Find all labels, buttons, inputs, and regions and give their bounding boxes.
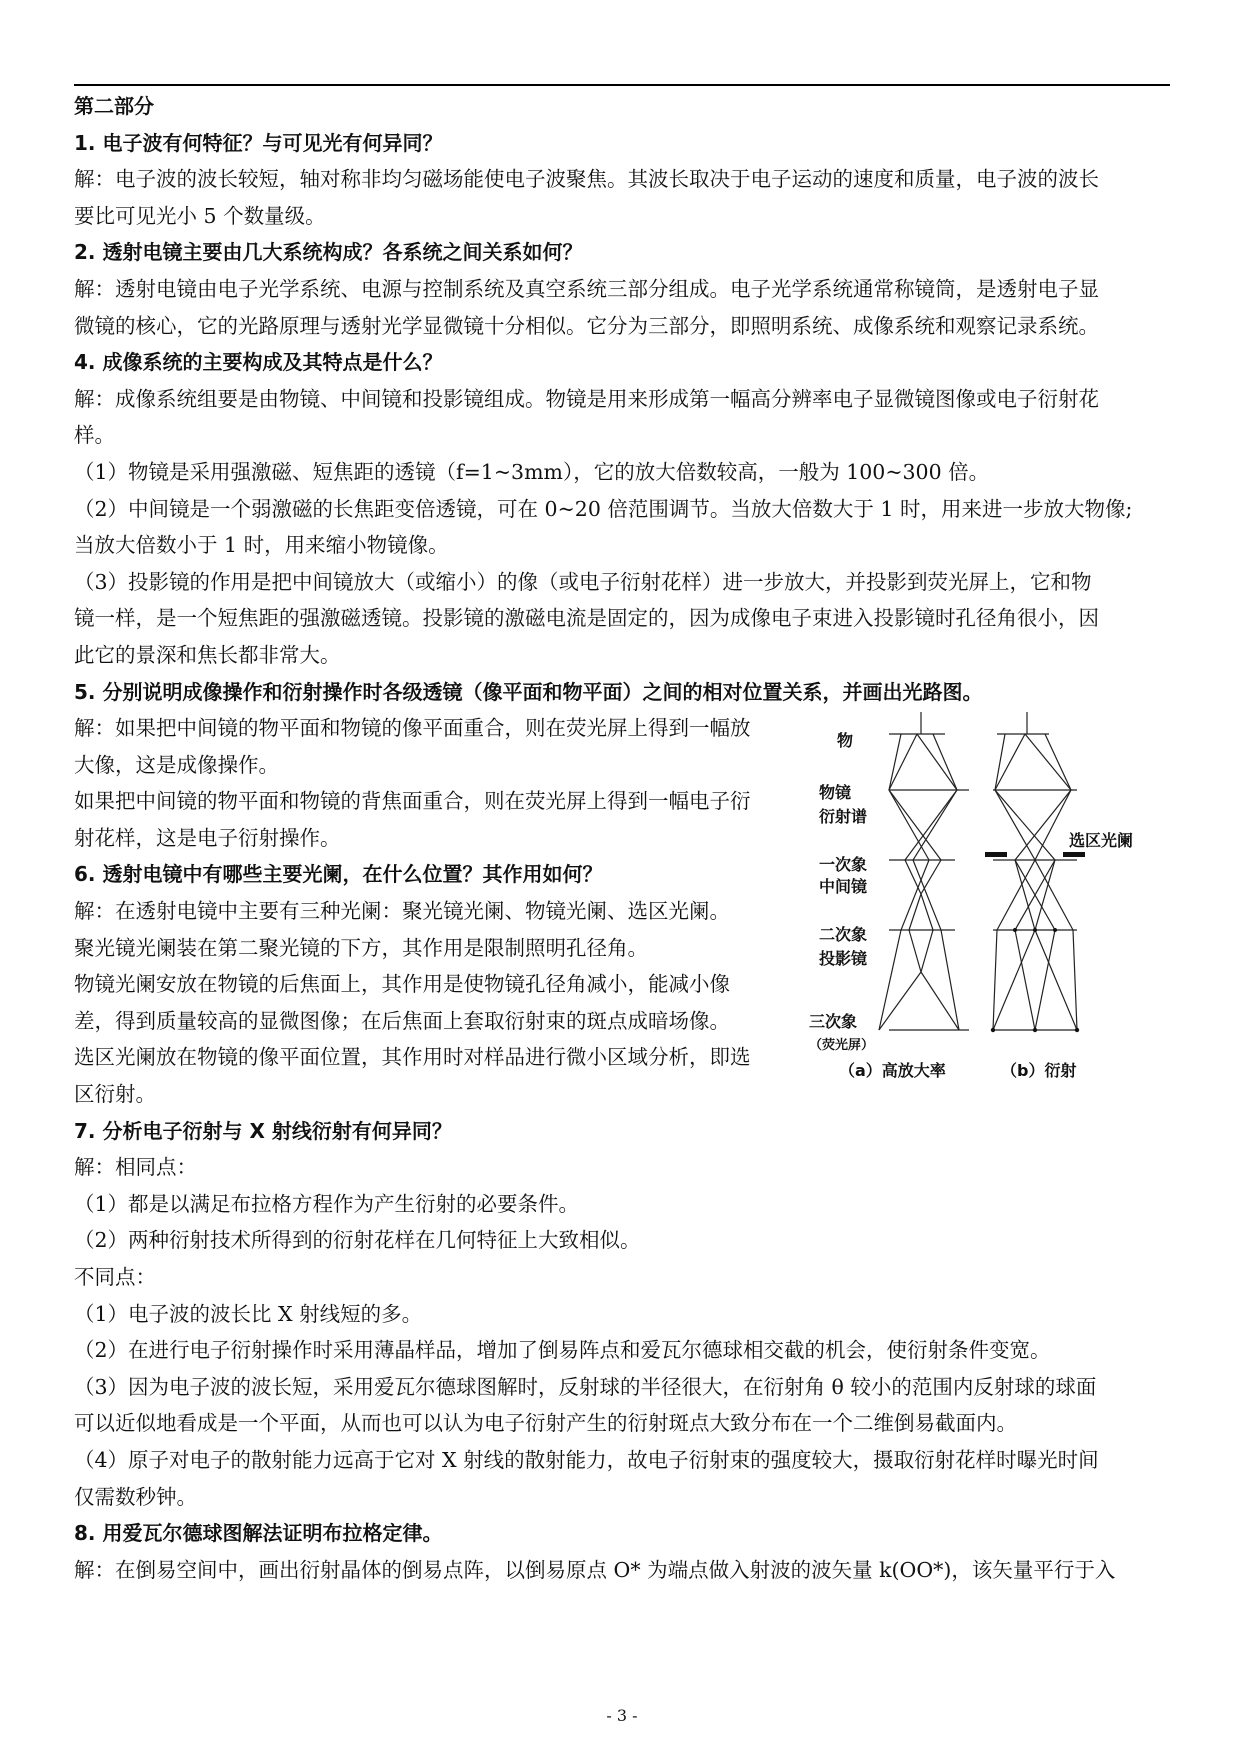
answer-line: 物镜光阑安放在物镜的后焦面上，其作用是使物镜孔径角减小，能减小像: [74, 972, 730, 997]
answer-line: 解：在透射电镜中主要有三种光阑：聚光镜光阑、物镜光阑、选区光阑。: [74, 899, 730, 924]
ray-path-figure: [809, 710, 1170, 1113]
label-second-image: 二次象: [819, 925, 868, 945]
answer-line: 选区光阑放在物镜的像平面位置，其作用时对样品进行微小区域分析，即选: [74, 1045, 751, 1070]
answer-line: （3）投影镜的作用是把中间镜放大（或缩小）的像（或电子衍射花样）进一步放大，并投影到荧光屏上，它和物: [74, 569, 1092, 594]
answer-line: 区衍射。: [74, 1082, 156, 1107]
answer-line: 镜一样，是一个短焦距的强激磁透镜。投影镜的激磁电流是固定的，因为成像电子束进入投影镜时孔径角很小，因: [74, 606, 1099, 631]
answer-line: （2）两种衍射技术所得到的衍射花样在几何特征上大致相似。: [74, 1228, 641, 1253]
answer-line: 解：透射电镜由电子光学系统、电源与控制系统及真空系统三部分组成。电子光学系统通常称镜筒，是透射电子显: [74, 276, 1099, 301]
question-1-title: 1. 电子波有何特征？与可见光有何异同？: [74, 130, 443, 155]
answer-line: （1）电子波的波长比 X 射线短的多。: [74, 1301, 423, 1326]
answer-line: 解：如果把中间镜的物平面和物镜的像平面重合，则在荧光屏上得到一幅放: [74, 716, 751, 741]
label-third-image: 三次象: [809, 1012, 858, 1032]
label-object: 物: [837, 731, 854, 751]
answer-line: 不同点：: [74, 1265, 156, 1289]
diagram-b-rays: [993, 712, 1077, 1030]
answer-line: 微镜的核心，它的光路原理与透射光学显微镜十分相似。它分为三部分，即照明系统、成像系统和观察记录系统。: [74, 313, 1099, 338]
answer-line: （1）都是以满足布拉格方程作为产生衍射的必要条件。: [74, 1191, 580, 1216]
section-title: 第二部分: [74, 94, 154, 118]
caption-a: （a）高放大率: [839, 1061, 946, 1081]
question-2-title: 2. 透射电镜主要由几大系统构成？各系统之间关系如何？: [74, 240, 583, 265]
answer-line: （3）因为电子波的波长短，采用爱瓦尔德球图解时，反射球的半径很大，在衍射角 θ 较小的范围内反射球的球面: [74, 1374, 1097, 1399]
diagram-a-rays: [879, 712, 969, 1030]
diffraction-spots: [991, 928, 1079, 1032]
label-screen: （荧光屏）: [809, 1038, 875, 1054]
label-intermediate-lens: 中间镜: [819, 877, 868, 897]
answer-line: 解：相同点：: [74, 1155, 197, 1180]
answer-line: 解：在倒易空间中，画出衍射晶体的倒易点阵，以倒易原点 O* 为端点做入射波的波矢量 k(OO*)，该矢量平行于入: [74, 1557, 1116, 1582]
question-5-6-wrap: [74, 710, 1170, 1113]
answer-line: （2）中间镜是一个弱激磁的长焦距变倍透镜，可在 0~20 倍范围调节。当放大倍数大于 1 时，用来进一步放大物像;: [74, 496, 1133, 521]
answer-line: 样。: [74, 423, 115, 448]
label-projector-lens: 投影镜: [819, 949, 868, 969]
answer-line: 聚光镜光阑装在第二聚光镜的下方，其作用是限制照明孔径角。: [74, 935, 648, 960]
answer-line: 大像，这是成像操作。: [74, 752, 279, 777]
question-5-title: 5. 分别说明成像操作和衍射操作时各级透镜（像平面和物平面）之间的相对位置关系，并画出光路图。: [74, 679, 983, 704]
answer-line: 如果把中间镜的物平面和物镜的背焦面重合，则在荧光屏上得到一幅电子衍: [74, 789, 751, 814]
answer-line: （2）在进行电子衍射操作时采用薄晶样品，增加了倒易阵点和爱瓦尔德球相交截的机会，使衍射条件变宽。: [74, 1338, 1051, 1363]
document-page: [74, 0, 1170, 1754]
answer-line: 解：电子波的波长较短，轴对称非均匀磁场能使电子波聚焦。其波长取决于电子运动的速度和质量，电子波的波长: [74, 167, 1099, 192]
caption-b: （b）衍射: [1001, 1061, 1077, 1081]
selected-area-aperture: [985, 852, 1085, 857]
answer-line: 要比可见光小 5 个数量级。: [74, 203, 326, 228]
answer-line: 此它的景深和焦长都非常大。: [74, 642, 341, 667]
answer-line: 可以近似地看成是一个平面，从而也可以认为电子衍射产生的衍射斑点大致分布在一个二维倒易截面内。: [74, 1411, 1017, 1436]
answer-line: （1）物镜是采用强激磁、短焦距的透镜（f=1~3mm），它的放大倍数较高，一般为 100~300 倍。: [74, 459, 990, 484]
page-number: - 3 -: [606, 1706, 638, 1725]
question-8-title: 8. 用爱瓦尔德球图解法证明布拉格定律。: [74, 1521, 443, 1546]
question-4-title: 4. 成像系统的主要构成及其特点是什么？: [74, 350, 443, 375]
answer-line: （4）原子对电子的散射能力远高于它对 X 射线的散射能力，故电子衍射束的强度较大，摄取衍射花样时曝光时间: [74, 1447, 1099, 1472]
label-objective-lens: 物镜: [819, 783, 852, 803]
label-first-image: 一次象: [819, 855, 868, 875]
header-rule: [74, 84, 1170, 86]
label-diffraction-pattern: 衍射谱: [819, 807, 868, 827]
answer-line: 当放大倍数小于 1 时，用来缩小物镜像。: [74, 533, 449, 558]
text-column: [74, 710, 809, 1113]
answer-line: 解：成像系统组要是由物镜、中间镜和投影镜组成。物镜是用来形成第一幅高分辨率电子显微镜图像或电子衍射花: [74, 386, 1099, 411]
ray-path-diagram: [809, 702, 1170, 1082]
label-selected-area-aperture: 选区光阑: [1069, 831, 1134, 851]
question-6-title: 6. 透射电镜中有哪些主要光阑，在什么位置？其作用如何？: [74, 862, 603, 887]
answer-line: 差，得到质量较高的显微图像；在后焦面上套取衍射束的斑点成暗场像。: [74, 1008, 730, 1033]
answer-line: 仅需数秒钟。: [74, 1484, 197, 1509]
answer-line: 射花样，这是电子衍射操作。: [74, 825, 341, 850]
question-7-title: 7. 分析电子衍射与 X 射线衍射有何异同？: [74, 1118, 452, 1143]
document-body: [74, 88, 1170, 1588]
